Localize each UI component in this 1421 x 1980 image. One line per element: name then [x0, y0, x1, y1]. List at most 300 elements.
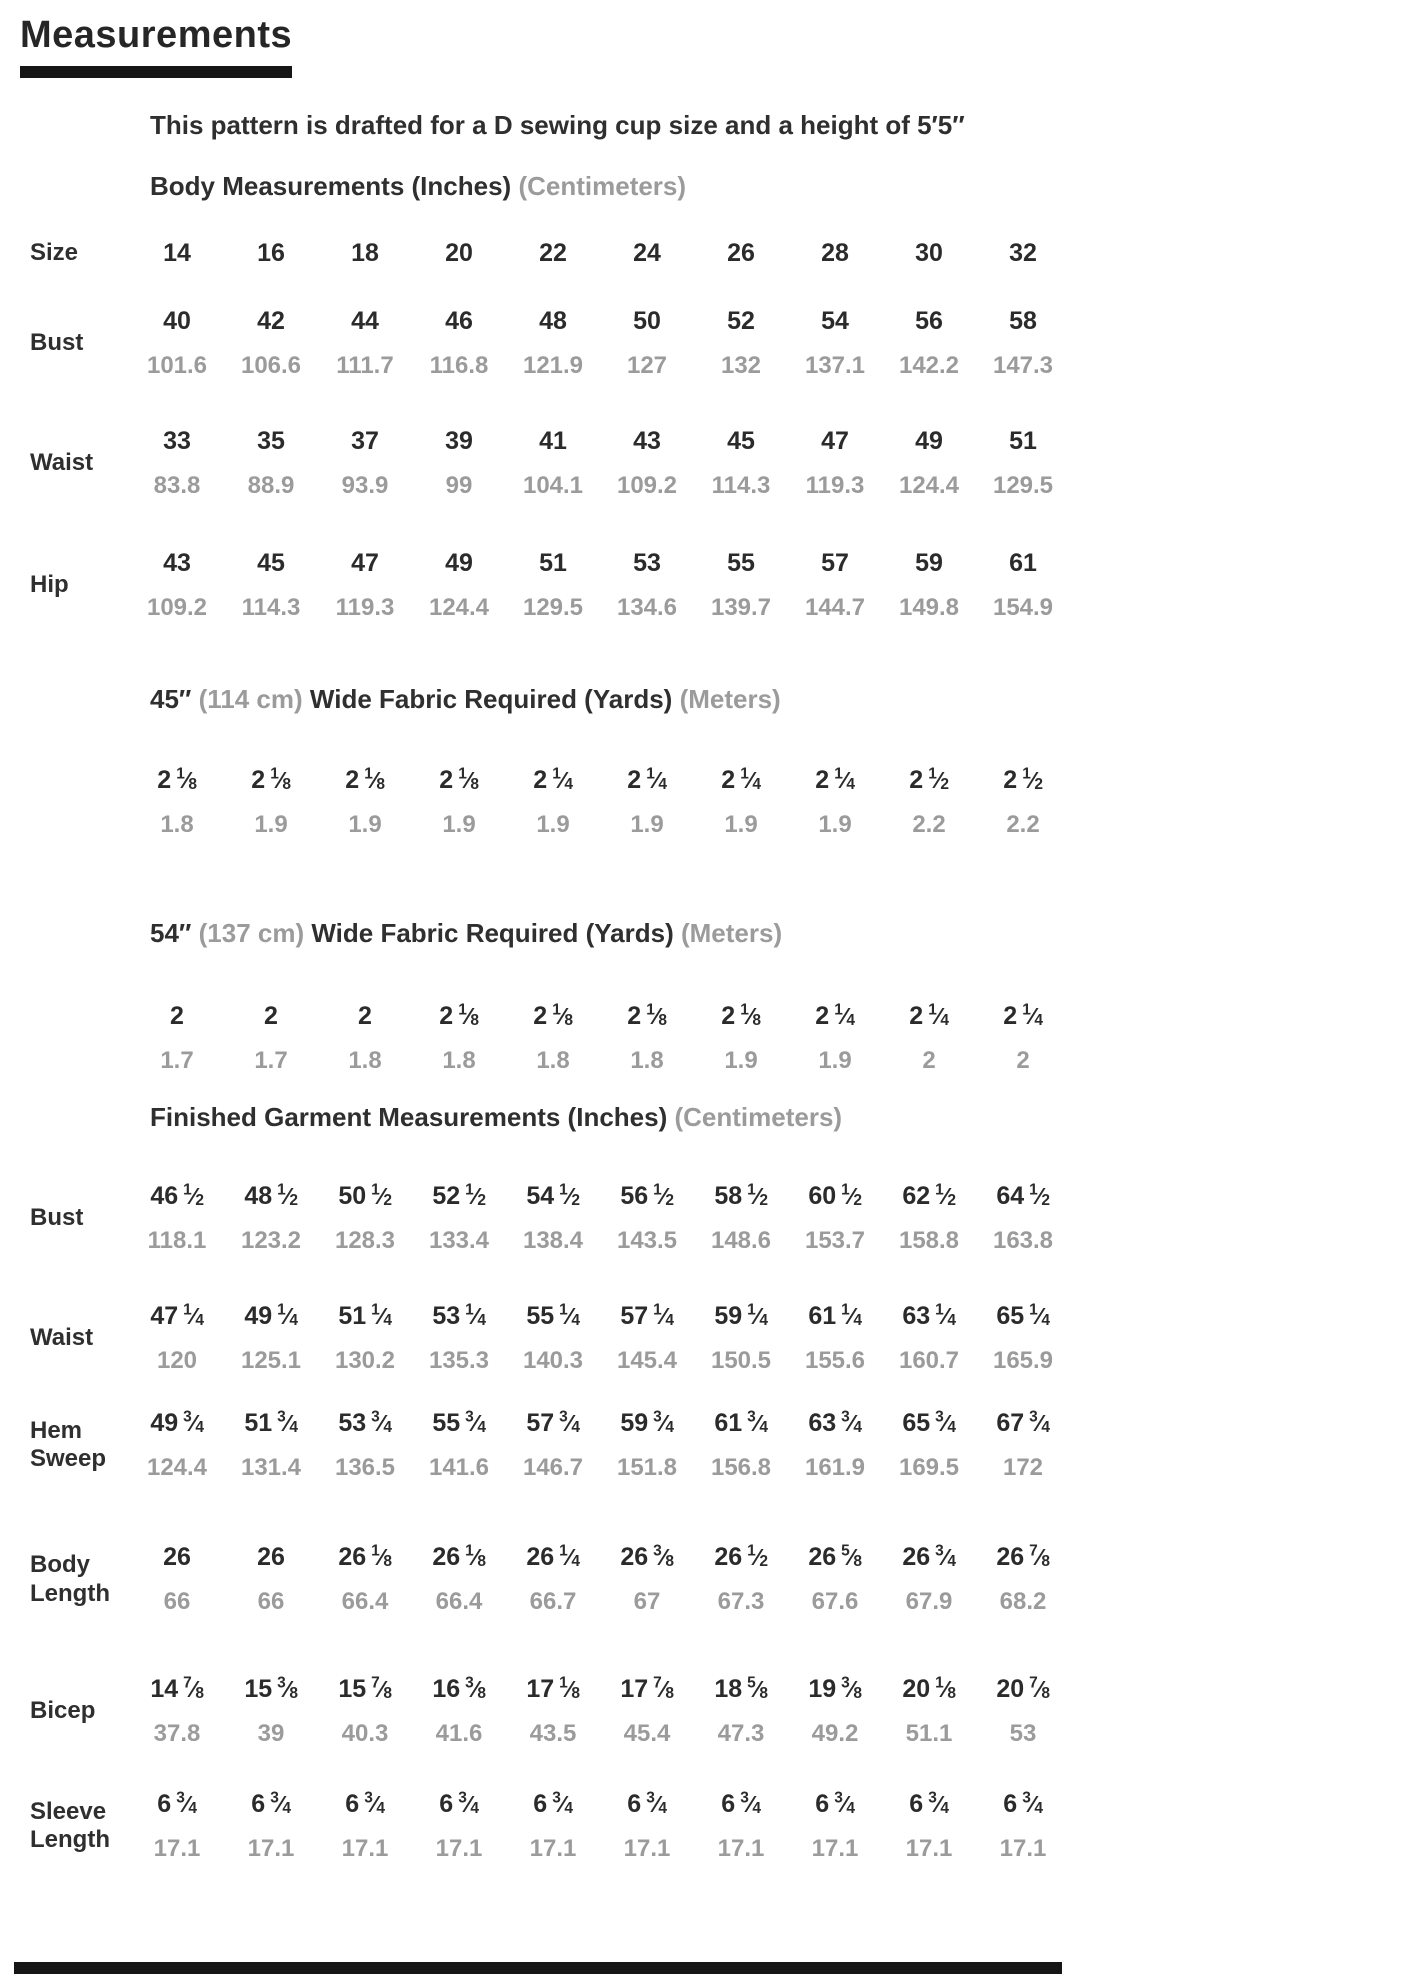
meters-value: 2.2 [1006, 811, 1040, 839]
measure-cell [318, 1542, 412, 1617]
measure-cell [600, 306, 694, 381]
cm-value: 114.3 [711, 471, 771, 499]
cm-value: 143.5 [616, 1226, 678, 1254]
row-label: Body Length [30, 1551, 110, 1607]
inches-value: 61 $^3⁄_4$ [714, 1407, 768, 1437]
cm-value: 114.3 [241, 593, 301, 621]
inches-value: 26 $^1⁄_8$ [432, 1542, 486, 1572]
measure-cell [224, 306, 318, 381]
cm-value: 106.6 [240, 352, 302, 379]
inches-value: 47 [821, 426, 849, 455]
cm-value: 135.3 [428, 1346, 490, 1374]
inches-value: 46 $^1⁄_2$ [150, 1181, 204, 1210]
table-row-finished-waist [20, 1301, 1401, 1376]
row-label: Bicep [30, 1697, 96, 1725]
cm-value: 17.1 [905, 1834, 953, 1862]
cm-value: 172 [1002, 1453, 1044, 1481]
inches-value: 57 $^1⁄_4$ [620, 1301, 674, 1330]
inches-value: 6 $^3⁄_4$ [815, 1789, 855, 1818]
cm-value: 154.9 [992, 593, 1054, 621]
size-value: 22 [539, 239, 567, 267]
inches-value: 46 [445, 307, 473, 335]
measure-cell [600, 1301, 694, 1376]
inches-value: 48 $^1⁄_2$ [244, 1181, 298, 1210]
pattern-note: This pattern is drafted for a D sewing cup size and a height of 5′5″ [150, 110, 965, 140]
cm-value: 124.4 [428, 593, 490, 621]
inches-value: 58 $^1⁄_2$ [714, 1181, 768, 1210]
inches-value: 39 [445, 426, 473, 455]
table-row-body-length [20, 1542, 1401, 1617]
measure-cell [318, 1301, 412, 1376]
fabric-cell [130, 1001, 224, 1076]
cm-value: 39 [257, 1720, 285, 1748]
inches-value: 55 [727, 548, 755, 577]
cm-value: 148.6 [710, 1226, 772, 1254]
meters-value: 2.2 [912, 811, 946, 839]
cm-value: 41.6 [435, 1720, 483, 1748]
inches-value: 19 $^3⁄_8$ [808, 1674, 862, 1704]
measure-cell [976, 306, 1070, 381]
size-value: 18 [351, 239, 379, 267]
measure-cell [224, 548, 318, 623]
inches-value: 51 $^3⁄_4$ [244, 1407, 298, 1437]
size-value: 26 [727, 239, 755, 267]
cm-value: 37.8 [153, 1720, 201, 1748]
cm-value: 17.1 [247, 1834, 295, 1862]
measure-cell [600, 1181, 694, 1256]
measure-cell [130, 1301, 224, 1376]
yards-value: 2 $^1⁄_8$ [157, 765, 197, 795]
measure-cell [130, 548, 224, 623]
cm-value: 129.5 [522, 593, 584, 621]
cm-value: 17.1 [717, 1834, 765, 1862]
fabric-cell [412, 765, 506, 840]
fabric-45-width-cm: (114 cm) [198, 684, 303, 715]
cm-value: 66 [257, 1588, 285, 1616]
cm-value: 119.3 [805, 471, 865, 499]
inches-value: 61 [1009, 548, 1037, 577]
measure-cell [788, 1542, 882, 1617]
fabric-cell [600, 1001, 694, 1076]
cm-value: 111.7 [336, 352, 394, 379]
measure-cell [318, 1181, 412, 1256]
measure-cell [882, 1674, 976, 1749]
size-cell [318, 238, 412, 268]
finished-heading-units: (Centimeters) [674, 1101, 843, 1132]
inches-value: 42 [257, 307, 285, 335]
fabric-cell [882, 1001, 976, 1076]
measure-cell [976, 1674, 1070, 1749]
row-label: Bust [30, 329, 84, 357]
inches-value: 49 $^3⁄_4$ [150, 1407, 204, 1437]
inches-value: 51 [539, 548, 567, 577]
cm-value: 124.4 [146, 1453, 208, 1481]
cm-value: 124.4 [898, 471, 960, 499]
measure-cell [506, 1301, 600, 1376]
cm-value: 17.1 [435, 1834, 483, 1862]
cm-value: 67.3 [717, 1588, 765, 1616]
inches-value: 53 [633, 548, 661, 577]
cm-value: 136.5 [334, 1453, 396, 1481]
fabric-54-heading-units: (Meters) [680, 918, 783, 949]
measure-cell [130, 1674, 224, 1749]
inches-value: 65 $^3⁄_4$ [902, 1407, 956, 1437]
cm-value: 67.9 [905, 1588, 953, 1616]
inches-value: 20 $^1⁄_8$ [902, 1674, 956, 1704]
cm-value: 88.9 [247, 471, 295, 499]
measure-cell [882, 1408, 976, 1483]
size-value: 30 [915, 239, 943, 267]
inches-value: 26 $^3⁄_8$ [620, 1542, 674, 1572]
measure-cell [882, 1542, 976, 1617]
fabric-54-width-cm: (137 cm) [198, 918, 305, 949]
table-row-bicep [20, 1674, 1401, 1749]
inches-value: 6 $^3⁄_4$ [345, 1789, 385, 1818]
inches-value: 16 $^3⁄_8$ [432, 1674, 486, 1704]
cm-value: 66.7 [529, 1588, 577, 1616]
inches-value: 33 [163, 426, 191, 455]
yards-value: 2 $^1⁄_4$ [1003, 1001, 1043, 1031]
measure-cell [412, 548, 506, 623]
inches-value: 49 [915, 426, 943, 455]
inches-value: 26 $^1⁄_8$ [338, 1542, 392, 1572]
yards-value: 2 $^1⁄_2$ [1003, 765, 1043, 795]
measure-cell [130, 1408, 224, 1483]
body-measurements-section [20, 171, 1401, 622]
meters-value: 1.9 [254, 811, 288, 839]
yards-value: 2 $^1⁄_8$ [627, 1001, 667, 1031]
measure-cell [694, 1181, 788, 1256]
inches-value: 55 $^1⁄_4$ [526, 1301, 580, 1330]
measure-cell [224, 1542, 318, 1617]
size-value: 20 [445, 239, 473, 267]
measure-cell [224, 1674, 318, 1749]
cm-value: 66.4 [435, 1588, 483, 1616]
measure-cell [130, 1181, 224, 1256]
measure-cell [882, 1789, 976, 1864]
inches-value: 59 $^3⁄_4$ [620, 1407, 674, 1437]
cm-value: 158.8 [898, 1226, 960, 1254]
cm-value: 123.2 [240, 1226, 302, 1254]
yards-value: 2 $^1⁄_8$ [345, 765, 385, 795]
cm-value: 128.3 [334, 1226, 396, 1254]
size-cell [600, 238, 694, 268]
inches-value: 26 $^5⁄_8$ [808, 1542, 862, 1572]
cm-value: 53 [1009, 1720, 1037, 1748]
yards-value: 2 $^1⁄_8$ [439, 765, 479, 795]
inches-value: 53 $^1⁄_4$ [432, 1301, 486, 1330]
inches-value: 26 [163, 1543, 191, 1572]
inches-value: 6 $^3⁄_4$ [1003, 1789, 1043, 1818]
cm-value: 149.8 [898, 593, 960, 621]
inches-value: 26 $^1⁄_2$ [714, 1542, 768, 1572]
measure-cell [412, 1301, 506, 1376]
fabric-cell [882, 765, 976, 840]
size-row-label: Size [30, 238, 79, 266]
cm-value: 139.7 [710, 593, 772, 621]
cm-value: 40.3 [341, 1720, 389, 1748]
measure-cell [976, 1301, 1070, 1376]
fabric-cell [976, 765, 1070, 840]
cm-value: 17.1 [341, 1834, 389, 1862]
cm-value: 118.1 [147, 1226, 207, 1254]
row-label: Sleeve Length [30, 1798, 110, 1854]
fabric-54-section [20, 918, 1401, 1076]
measure-cell [694, 1408, 788, 1483]
inches-value: 6 $^3⁄_4$ [721, 1789, 761, 1818]
size-value: 24 [633, 239, 661, 267]
measure-cell [130, 1789, 224, 1864]
fabric-cell [694, 1001, 788, 1076]
inches-value: 26 [257, 1543, 285, 1572]
yards-value: 2 $^1⁄_4$ [815, 1001, 855, 1031]
inches-value: 26 $^7⁄_8$ [996, 1542, 1050, 1572]
inches-value: 17 $^1⁄_8$ [526, 1674, 580, 1704]
inches-value: 56 [915, 307, 943, 335]
inches-value: 51 [1009, 426, 1037, 455]
yards-value: 2 $^1⁄_4$ [815, 765, 855, 795]
finished-heading-main: Finished Garment Measurements (Inches) [150, 1101, 668, 1132]
inches-value: 43 [633, 426, 661, 455]
measure-cell [976, 1408, 1070, 1483]
measure-cell [412, 1181, 506, 1256]
table-row-sleeve-length [20, 1789, 1401, 1864]
inches-value: 41 [539, 426, 567, 455]
cm-value: 17.1 [811, 1834, 859, 1862]
measure-cell [882, 426, 976, 501]
measure-cell [600, 548, 694, 623]
table-row-finished-bust [20, 1181, 1401, 1256]
measure-cell [788, 426, 882, 501]
inches-value: 6 $^3⁄_4$ [909, 1789, 949, 1818]
cm-value: 127 [626, 352, 668, 379]
cm-value: 147.3 [992, 352, 1054, 379]
inches-value: 20 $^7⁄_8$ [996, 1674, 1050, 1704]
size-header-row [20, 238, 1401, 268]
cm-value: 141.6 [428, 1453, 490, 1481]
measure-cell [694, 306, 788, 381]
fabric-cell [788, 1001, 882, 1076]
meters-value: 1.8 [160, 811, 194, 839]
table-row-fabric-45 [20, 765, 1401, 840]
measure-cell [506, 1542, 600, 1617]
measure-cell [694, 1542, 788, 1617]
measure-cell [130, 306, 224, 381]
meters-value: 1.8 [536, 1047, 570, 1075]
table-row-waist [20, 426, 1401, 501]
measure-cell [130, 1542, 224, 1617]
body-heading-units: (Centimeters) [518, 171, 687, 201]
cm-value: 45.4 [623, 1720, 671, 1748]
size-value: 16 [257, 239, 285, 267]
measure-cell [224, 426, 318, 501]
size-cell [694, 238, 788, 268]
measure-cell [788, 306, 882, 381]
measure-cell [788, 548, 882, 623]
size-cell [882, 238, 976, 268]
fabric-cell [318, 765, 412, 840]
fabric-cell [318, 1001, 412, 1076]
cm-value: 17.1 [623, 1834, 671, 1862]
fabric-45-heading-units: (Meters) [679, 684, 781, 715]
fabric-45-width: 45″ [150, 684, 192, 715]
table-row-hem-sweep [20, 1408, 1401, 1483]
inches-value: 49 $^1⁄_4$ [244, 1301, 298, 1330]
inches-value: 52 $^1⁄_2$ [432, 1181, 486, 1210]
inches-value: 6 $^3⁄_4$ [627, 1789, 667, 1818]
measure-cell [976, 1181, 1070, 1256]
inches-value: 48 [539, 307, 567, 335]
inches-value: 56 $^1⁄_2$ [620, 1181, 674, 1210]
inches-value: 63 $^1⁄_4$ [902, 1301, 956, 1330]
inches-value: 54 $^1⁄_2$ [526, 1181, 580, 1210]
cm-value: 169.5 [898, 1453, 960, 1481]
meters-value: 1.9 [818, 1047, 852, 1075]
measure-cell [506, 1181, 600, 1256]
cm-value: 140.3 [522, 1346, 584, 1374]
cm-value: 67.6 [811, 1588, 859, 1616]
cm-value: 134.6 [616, 593, 678, 621]
meters-value: 1.7 [254, 1047, 288, 1075]
inches-value: 15 $^3⁄_8$ [244, 1674, 298, 1704]
cm-value: 47.3 [717, 1720, 765, 1748]
cm-value: 67 [633, 1588, 661, 1616]
measure-cell [130, 426, 224, 501]
measure-cell [318, 1674, 412, 1749]
table-row-hip [20, 548, 1401, 623]
cm-value: 93.9 [341, 471, 389, 499]
meters-value: 1.9 [724, 1047, 758, 1075]
yards-value: 2 $^1⁄_8$ [439, 1001, 479, 1031]
inches-value: 6 $^3⁄_4$ [157, 1789, 197, 1818]
inches-value: 45 [257, 548, 285, 577]
meters-value: 1.9 [724, 811, 758, 839]
yards-value: 2 $^1⁄_4$ [627, 765, 667, 795]
inches-value: 37 [351, 426, 379, 455]
inches-value: 14 $^7⁄_8$ [150, 1674, 204, 1704]
cm-value: 83.8 [153, 471, 201, 499]
measure-cell [600, 1789, 694, 1864]
cm-value: 131.4 [240, 1453, 302, 1481]
fabric-cell [412, 1001, 506, 1076]
cm-value: 145.4 [616, 1346, 678, 1374]
cm-value: 137.1 [804, 352, 866, 379]
measure-cell [788, 1674, 882, 1749]
inches-value: 6 $^3⁄_4$ [533, 1789, 573, 1818]
inches-value: 61 $^1⁄_4$ [808, 1301, 862, 1330]
cm-value: 66 [163, 1588, 191, 1616]
fabric-cell [976, 1001, 1070, 1076]
measure-cell [224, 1181, 318, 1256]
inches-value: 64 $^1⁄_2$ [996, 1181, 1050, 1210]
measure-cell [600, 1674, 694, 1749]
cm-value: 129.5 [992, 471, 1054, 499]
cm-value: 66.4 [341, 1588, 389, 1616]
inches-value: 52 [727, 307, 755, 335]
cm-value: 163.8 [992, 1226, 1054, 1254]
inches-value: 45 [727, 426, 755, 455]
fabric-cell [506, 1001, 600, 1076]
measure-cell [600, 1408, 694, 1483]
inches-value: 6 $^3⁄_4$ [439, 1789, 479, 1818]
cm-value: 120 [156, 1346, 198, 1374]
size-cell [224, 238, 318, 268]
inches-value: 15 $^7⁄_8$ [338, 1674, 392, 1704]
inches-value: 6 $^3⁄_4$ [251, 1789, 291, 1818]
yards-value: 2 $^1⁄_2$ [909, 765, 949, 795]
inches-value: 60 $^1⁄_2$ [808, 1181, 862, 1210]
inches-value: 65 $^1⁄_4$ [996, 1301, 1050, 1330]
meters-value: 1.9 [348, 811, 382, 839]
cm-value: 49.2 [811, 1720, 859, 1748]
measure-cell [412, 1789, 506, 1864]
cm-value: 132 [720, 352, 762, 379]
measure-cell [694, 426, 788, 501]
meters-value: 1.9 [630, 811, 664, 839]
finished-garment-heading [150, 1102, 1401, 1133]
cm-value: 153.7 [804, 1226, 866, 1254]
inches-value: 17 $^7⁄_8$ [620, 1674, 674, 1704]
inches-value: 40 [163, 307, 191, 335]
inches-value: 47 $^1⁄_4$ [150, 1301, 204, 1330]
measure-cell [694, 548, 788, 623]
inches-value: 35 [257, 426, 285, 455]
cm-value: 133.4 [428, 1226, 490, 1254]
table-row-bust [20, 306, 1401, 381]
inches-value: 43 [163, 548, 191, 577]
inches-value: 57 $^3⁄_4$ [526, 1407, 580, 1437]
inches-value: 26 $^1⁄_4$ [526, 1542, 580, 1572]
measure-cell [600, 426, 694, 501]
meters-value: 1.7 [160, 1047, 194, 1075]
meters-value: 1.9 [442, 811, 476, 839]
meters-value: 1.9 [536, 811, 570, 839]
measure-cell [318, 426, 412, 501]
cm-value: 109.2 [616, 471, 678, 499]
inches-value: 67 $^3⁄_4$ [996, 1407, 1050, 1437]
inches-value: 49 [445, 548, 473, 577]
inches-value: 62 $^1⁄_2$ [902, 1181, 956, 1210]
measure-cell [788, 1181, 882, 1256]
inches-value: 59 [915, 548, 943, 577]
body-measurements-heading [150, 171, 1401, 202]
meters-value: 1.8 [442, 1047, 476, 1075]
yards-value: 2 $^1⁄_4$ [721, 765, 761, 795]
cm-value: 17.1 [153, 1834, 201, 1862]
measure-cell [318, 1789, 412, 1864]
inches-value: 47 [351, 548, 379, 577]
cm-value: 43.5 [529, 1720, 577, 1748]
cm-value: 156.8 [710, 1453, 772, 1481]
measure-cell [976, 1542, 1070, 1617]
yards-value: 2 $^1⁄_8$ [721, 1001, 761, 1031]
fabric-54-width: 54″ [150, 918, 192, 949]
fabric-cell [506, 765, 600, 840]
measure-cell [882, 1301, 976, 1376]
title-underline [20, 66, 292, 78]
measure-cell [224, 1301, 318, 1376]
measure-cell [412, 1542, 506, 1617]
cm-value: 116.8 [429, 352, 489, 379]
measure-cell [506, 426, 600, 501]
measure-cell [694, 1789, 788, 1864]
inches-value: 18 $^5⁄_8$ [714, 1674, 768, 1704]
row-label: Hem Sweep [30, 1416, 107, 1472]
row-label: Bust [30, 1204, 84, 1232]
fabric-cell [788, 765, 882, 840]
size-cell [976, 238, 1070, 268]
measure-cell [506, 1674, 600, 1749]
